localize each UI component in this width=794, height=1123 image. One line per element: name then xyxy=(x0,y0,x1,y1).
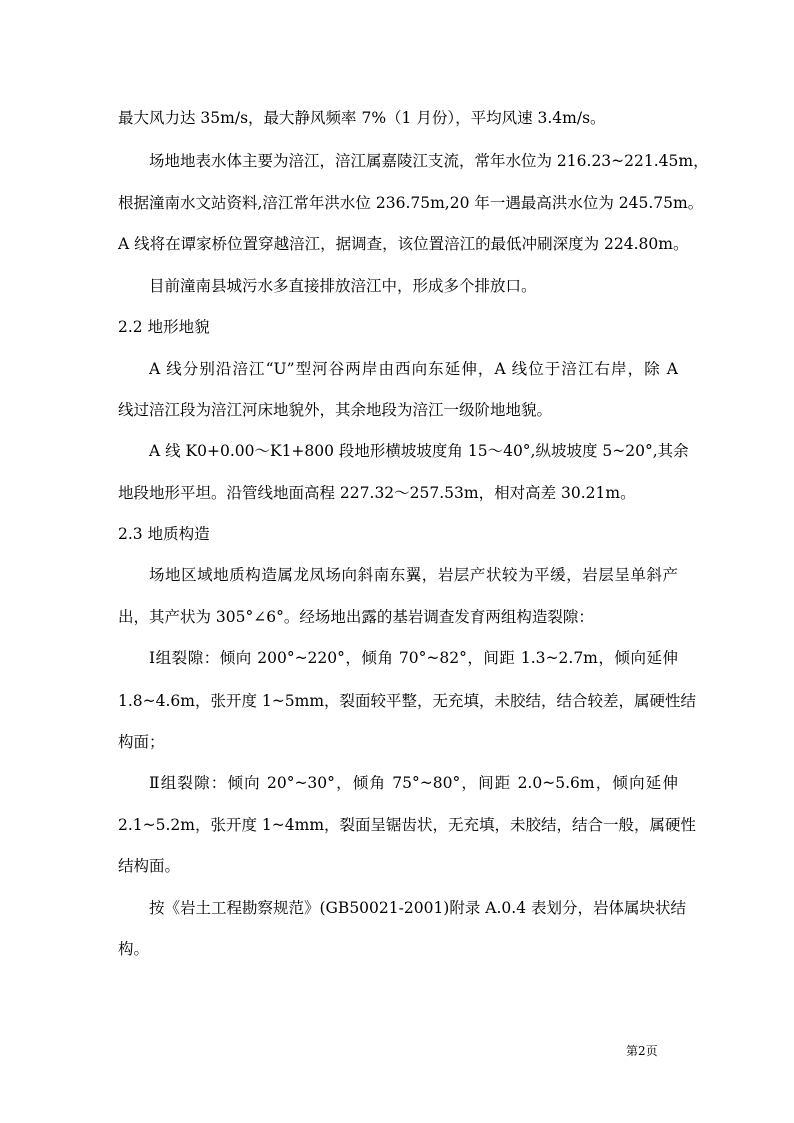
text-line-1: 最大风力达 35m/s，最大静风频率 7%（1 月份），平均风速 3.4m/s。 xyxy=(118,109,606,127)
text-line-5: 目前潼南县城污水多直接排放涪江中，形成多个排放口。 xyxy=(149,277,537,295)
text-line-4: A 线将在谭家桥位置穿越涪江，据调查，该位置涪江的最低冲刷深度为 224.80m。 xyxy=(118,235,689,253)
text-line-19: 结构面。 xyxy=(118,857,181,875)
text-line-17: Ⅱ组裂隙：倾向 20°~30°，倾角 75°~80°，间距 2.0~5.6m，倾向延伸 xyxy=(149,774,678,792)
text-line-8: 线过涪江段为涪江河床地貌外，其余地段为涪江一级阶地地貌。 xyxy=(118,401,553,419)
text-line-14: Ⅰ组裂隙：倾向 200°~220°，倾角 70°~82°，间距 1.3~2.7m，倾向延伸 xyxy=(149,649,678,667)
section-heading-2-2: 2.2 地形地貌 xyxy=(118,318,210,336)
text-line-13: 出，其产状为 305°∠6°。经场地出露的基岩调查发育两组构造裂隙： xyxy=(118,608,594,626)
text-line-15: 1.8~4.6m，张开度 1~5mm，裂面较平整，无充填，未胶结，结合较差，属硬性结 xyxy=(118,692,697,710)
page-number: 第2页 xyxy=(626,1044,658,1058)
text-line-18: 2.1~5.2m，张开度 1~4mm，裂面呈锯齿状，无充填，未胶结，结合一般，属硬性 xyxy=(118,816,697,834)
text-line-7: A 线分别沿涪江“U”型河谷两岸由西向东延伸，A 线位于涪江右岸，除 A xyxy=(149,360,678,378)
section-heading-2-3: 2.3 地质构造 xyxy=(118,525,210,543)
text-line-20: 按《岩土工程勘察规范》(GB50021-2001)附录 A.0.4 表划分，岩体属块状结 xyxy=(149,899,686,917)
text-line-10: 地段地形平坦。沿管线地面高程 227.32～257.53m，相对高差 30.21m。 xyxy=(118,484,636,502)
text-line-9: A 线 K0+0.00～K1+800 段地形横坡坡度角 15～40°,纵坡坡度 5~20°,其余 xyxy=(149,442,689,460)
text-line-3: 根据潼南水文站资料,涪江常年洪水位 236.75m,20 年一遇最高洪水位为 245.75m。 xyxy=(118,194,704,212)
text-line-12: 场地区域地质构造属龙凤场向斜南东翼，岩层产状较为平缓，岩层呈单斜产 xyxy=(149,566,678,584)
text-line-21: 构。 xyxy=(118,940,150,958)
text-line-16: 构面； xyxy=(118,733,165,751)
text-line-2: 场地地表水体主要为涪江，涪江属嘉陵江支流，常年水位为 216.23~221.45m， xyxy=(149,152,709,170)
